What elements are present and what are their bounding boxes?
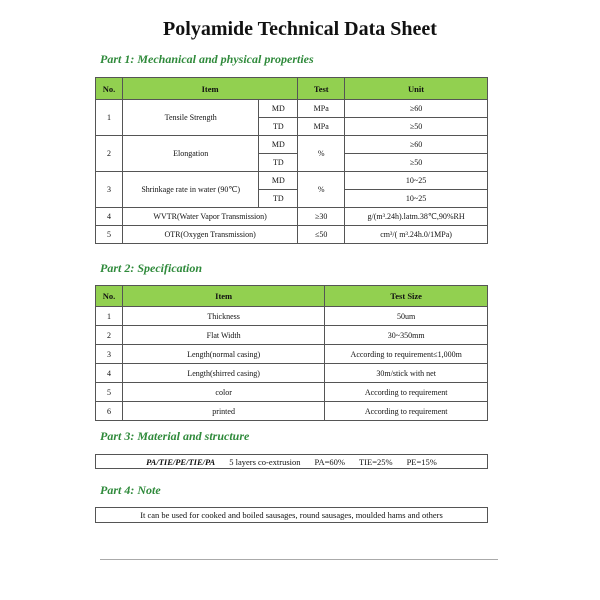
part1-heading: Part 1: Mechanical and physical properties	[100, 52, 314, 66]
header-no: No.	[96, 78, 123, 100]
cell-test: MPa	[298, 100, 345, 118]
table-header-row	[96, 78, 488, 100]
cell-no: 6	[96, 402, 123, 421]
specification-table	[95, 285, 488, 421]
cell-no: 5	[96, 383, 123, 402]
header-item: Item	[122, 78, 297, 100]
table-row	[96, 226, 488, 244]
cell-size: According to requirement≤1,000m	[325, 345, 488, 364]
header-test: Test	[298, 78, 345, 100]
cell-item: WVTR(Water Vapor Transmission)	[122, 208, 297, 226]
cell-unit: ≥60	[345, 100, 488, 118]
table-row	[96, 172, 488, 190]
cell-size: According to requirement	[325, 402, 488, 421]
pa-percentage: PA=60%	[314, 456, 345, 467]
cell-sub: MD	[259, 136, 298, 154]
table-row	[96, 345, 488, 364]
cell-item: Tensile Strength	[122, 100, 259, 136]
cell-item: Flat Width	[122, 326, 324, 345]
pe-percentage: PE=15%	[406, 456, 437, 467]
cell-no: 2	[96, 136, 123, 172]
cell-item: OTR(Oxygen Transmission)	[122, 226, 297, 244]
cell-item: Elongation	[122, 136, 259, 172]
cell-sub: TD	[259, 118, 298, 136]
cell-unit: cm³/( m³.24h.0/1MPa)	[345, 226, 488, 244]
cell-test: ≤50	[298, 226, 345, 244]
cell-item: Length(shirred casing)	[122, 364, 324, 383]
header-test-size: Test Size	[325, 286, 488, 307]
cell-sub: MD	[259, 172, 298, 190]
mechanical-properties-table	[95, 77, 488, 244]
cell-unit: g/(m³.24h).latm.38℃,90%RH	[345, 208, 488, 226]
cell-no: 2	[96, 326, 123, 345]
cell-item: printed	[122, 402, 324, 421]
cell-sub: MD	[259, 100, 298, 118]
cell-item: Shrinkage rate in water (90℃)	[122, 172, 259, 208]
cell-size: According to requirement	[325, 383, 488, 402]
cell-test: %	[298, 172, 345, 208]
cell-no: 1	[96, 100, 123, 136]
part3-heading: Part 3: Material and structure	[100, 429, 250, 443]
tie-percentage: TIE=25%	[358, 456, 393, 467]
table-row	[96, 383, 488, 402]
cell-test: ≥30	[298, 208, 345, 226]
header-unit: Unit	[345, 78, 488, 100]
table-row	[96, 307, 488, 326]
cell-test: MPa	[298, 118, 345, 136]
cell-sub: TD	[259, 154, 298, 172]
cell-unit: ≥50	[345, 118, 488, 136]
part2-heading: Part 2: Specification	[100, 261, 202, 275]
cell-no: 1	[96, 307, 123, 326]
page-title: Polyamide Technical Data Sheet	[163, 18, 437, 40]
cell-item: Thickness	[122, 307, 324, 326]
table-row	[96, 208, 488, 226]
cell-no: 5	[96, 226, 123, 244]
material-structure-box	[95, 454, 488, 469]
header-item: Item	[122, 286, 324, 307]
table-row	[96, 100, 488, 118]
note-box	[95, 507, 488, 523]
table-row	[96, 136, 488, 154]
table-header-row	[96, 286, 488, 307]
table-row	[96, 326, 488, 345]
cell-unit: ≥60	[345, 136, 488, 154]
cell-sub: TD	[259, 190, 298, 208]
table-row	[96, 402, 488, 421]
cell-unit: ≥50	[345, 154, 488, 172]
cell-unit: 10~25	[345, 190, 488, 208]
header-no: No.	[96, 286, 123, 307]
cell-item: Length(normal casing)	[122, 345, 324, 364]
cell-no: 3	[96, 345, 123, 364]
cell-item: color	[122, 383, 324, 402]
cell-size: 30m/stick with net	[325, 364, 488, 383]
structure-text: PA/TIE/PE/TIE/PA	[146, 456, 216, 467]
cell-size: 50um	[325, 307, 488, 326]
table-row	[96, 364, 488, 383]
cell-no: 3	[96, 172, 123, 208]
cell-test: %	[298, 136, 345, 172]
note-text: It can be used for cooked and boiled sausages, round sausages, moulded hams and others	[140, 510, 443, 520]
layers-text: 5 layers co-extrusion	[229, 456, 301, 467]
cell-no: 4	[96, 364, 123, 383]
part4-heading: Part 4: Note	[100, 483, 161, 497]
cell-no: 4	[96, 208, 123, 226]
cell-unit: 10~25	[345, 172, 488, 190]
footer-divider	[100, 559, 498, 560]
cell-size: 30~350mm	[325, 326, 488, 345]
